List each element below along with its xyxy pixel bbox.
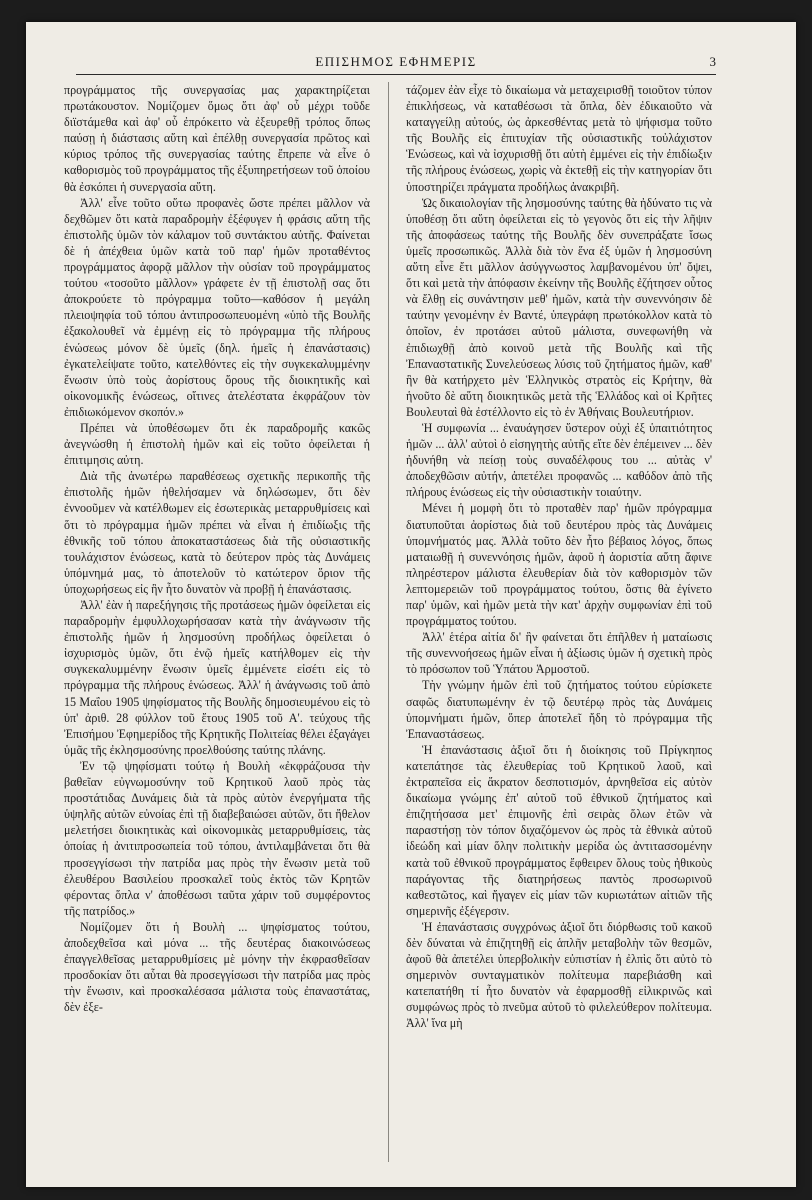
- paragraph: προγράμματος τῆς συνεργασίας μας χαρακτηρίζεται πρωτάκουστον. Νομίζομεν ὅμως ὅτι ἀφ' οὗ μέχρι τοῦδε διϊστάμεθα καὶ ἀφ' οὗ ἐπρόκειτο νὰ ἐξευρεθῇ τρόπος ὅπως παύσῃ ἡ διάστασις αὕτη καὶ ἐπέλθῃ συνεργασία πρῶτος καὶ κύριος τρόπος τῆς συνεργασίας ταύτης ἔπρεπε νὰ εἶνε ὁ καθορισμὸς τοῦ προγράμματος τῆς ἐξυπηρετήσεων τοῦ ὁποίου θὰ ἐσκόπει ἡ συνεργασία αὕτη.: [64, 83, 370, 194]
- newspaper-page: [26, 22, 796, 1187]
- paragraph: Πρέπει νὰ ὑποθέσωμεν ὅτι ἐκ παραδρομῆς κακῶς ἀνεγνώσθη ἡ ἐπιστολὴ ἡμῶν καὶ εἰς τοῦτο ὀφείλεται ἡ ἐπιτιμησις αὐτη.: [64, 420, 370, 468]
- paragraph: Νομίζομεν ὅτι ἡ Βουλὴ ... ψηφίσματος τούτου, ἀποδεχθεῖσα καὶ μόνα ... τῆς δευτέρας διακοινώσεως ἐπαγγελθεῖσας μεταρρυθμίσεις μὲ μόνην τὴν ἐκφρασθεῖσαν προσδοκίαν ὅτι αὗται θὰ προσεγγίσωσι τὴν πατρίδα μας πρὸς τὴν ἕνωσιν, καὶ προσκαλέσασα μάλιστα τοὺς ἐπαναστάτας, δὲν ἐξε-: [64, 919, 370, 1015]
- paragraph: Ἐν τῷ ψηφίσματι τούτῳ ἡ Βουλὴ «ἐκφράζουσα τὴν βαθεῖαν εὐγνωμοσύνην τοῦ Κρητικοῦ λαοῦ πρὸς τὰς προστάτιδας Δυνάμεις διὰ τὰ πρὸς αὐτὸν ἐνεργήματα τῆς ὑψηλῆς αὐτῶν εὐνοίας ἐπὶ τῇ διαβεβαιώσει αὐτῶν, ὅτι ἤθελον μελετήσει διοικητικὰς καὶ οἰκονομικὰς μεταρρυθμίσεις, τὰς ὁποίας ἡ ἀνιτιπροσωπεία τοῦ τόπου, ἀντιλαμβάνεται ὅτι θὰ προσεγγίσωσι τὴν πατρίδα μας πρὸς τὴν ἕνωσιν μετὰ τοῦ ἐλευθέρου Βασιλείου προσκαλεῖ τοὺς ἐκτὸς τῶν Κρητῶν φέροντας ὅπλα ν' ἀποθέσωσι ταῦτα χάριν τοῦ συμφέροντος τῆς πατρίδος.»: [64, 758, 370, 918]
- paragraph: Ἡ ἐπανάστασις συγχρόνως ἀξιοῖ ὅτι διόρθωσις τοῦ κακοῦ δὲν δύναται νὰ ἐπιζητηθῇ εἰς ἁπλῆν μεταβολὴν τῶν θεσμῶν, ἀφοῦ θὰ ἀπετέλει ὑπερβολικὴν εὐπιστίαν ἡ ἐλπὶς ὅτι αὐτὸ τὸ σημερινὸν συνταγματικὸν πολίτευμα παρεβιάσθη καὶ κατεπατήθη τί ἦτο δυνατὸν νὰ ἐφαρμοσθῇ εἰλικρινῶς καὶ συμφώνως πρὸς τὸ πνεῦμα αὐτοῦ τὸ φιλελεύθερον πολίτευμα. Ἀλλ' ἵνα μὴ: [406, 919, 712, 1031]
- paragraph: Τὴν γνώμην ἡμῶν ἐπὶ τοῦ ζητήματος τούτου εὑρίσκετε σαφῶς διατυπωμένην ἐν τῷ δευτέρῳ πρὸς τὰς Δυνάμεις ὑπομνήματι ἡμῶν, ὅπερ ἀποτελεῖ ἤδη τὸ πρόγραμμα τῆς Ἐπαναστάσεως.: [406, 678, 712, 741]
- page-number: 3: [709, 54, 716, 69]
- paragraph: Ὡς δικαιολογίαν τῆς λησμοσύνης ταύτης θὰ ἠδύνατο τις νὰ ὑποθέσῃ ὅτι αὕτη ὀφείλεται εἰς τὸ γεγονὸς ὅτι εἰς τὴν λῆψιν τῆς ἀποφάσεως ταύτης τῆς Βουλῆς δὲν συνεπράξατε ἴσως ὑμεῖς προσωπικῶς. Ἀλλὰ διὰ τὸν ἕνα ἐξ ὑμῶν ἡ λησμοσύνη αὕτη εἶνε ἔτι μᾶλλον ἀσύγγνωστος λαμβανομένου ὑπ' ὄψει, ὅτι καὶ μετὰ τὴν ἀπόφασιν ἐκείνην τῆς Βουλῆς ἐζήτησεν οὗτος νὰ ἔλθῃ εἰς συνάντησιν μεθ' ἡμῶν, κατὰ τὴν συνεννόησιν δὲ ταύτην γενομένην ἐν Βαντέ, ὑπεγράφη πρωτόκολλον κατὰ τὸ ὁποῖον, ἐν προτάσει αὐτοῦ μάλιστα, συνεφωνήθη νὰ ἐπιδιωχθῇ ἀπὸ κοινοῦ μετὰ τῆς Βουλῆς καὶ τῆς Ἐπαναστατικῆς Συνελεύσεως λύσις τοῦ ζητήματος ἡμῶν, καθ' ἣν θὰ κατήρχετο μὲν Ἑλληνικὸς στρατὸς εἰς Κρήτην, θὰ ἡνοῦτο δὲ αὕτη διοικητικῶς μετὰ τῆς Ἑλλάδος καὶ οἱ Κρῆτες Βουλευταὶ θὰ ἐστέλλοντο εἰς τὸ ἐν Ἀθήναις Βουλευτήριον.: [406, 195, 712, 419]
- paragraph: Ἡ ἐπανάστασις ἀξιοῖ ὅτι ἡ διοίκησις τοῦ Πρίγκηπος κατεπάτησε τὰς ἐλευθερίας τοῦ Κρητικοῦ λαοῦ, καὶ ἐκτραπεῖσα εἰς ἄκρατον δεσποτισμόν, ἀρνηθεῖσα εἰς αὐτὸν δικαίωμα γνώμης ἐπ' αὐτοῦ τοῦ ἐθνικοῦ ζητήματος καὶ ἐπιζητήσασα μετ' ἐπιμονῆς ἐπὶ σειρὰς ὅλων ἐτῶν νὰ παραστήσῃ τὸν τόπον διχαζόμενον ὡς πρὸς τὰ ἐθνικὰ αὐτοῦ ἰδεώδη καὶ μίαν ὅλην πολιτικὴν μερίδα ὡς ἀντιτασσομένην κατὰ τοῦ ἐθνικοῦ προγράμματος ἔφθειρεν ὅλους τοὺς ἠθικοὺς παράγοντας τῆς διατηρήσεως παντὸς προσωρινοῦ καθεστῶτος, καὶ ἤγαγεν εἰς μίαν τῶν κυριωτάτων αἰτιῶν τῆς σημερινῆς ἐξέγερσιν.: [406, 742, 712, 918]
- paragraph: Ἀλλ' ἑτέρα αἰτία δι' ἣν φαίνεται ὅτι ἐπῆλθεν ἡ ματαίωσις τῆς συνεννοήσεως ἡμῶν εἶναι ἡ ἀξίωσις ὑμῶν ἡ σχετικὴ πρὸς τὸ πρόσωπον τοῦ Ὑπάτου Ἁρμοστοῦ.: [406, 630, 712, 677]
- page-header: [76, 52, 716, 75]
- paragraph: τάζομεν ἐὰν εἶχε τὸ δικαίωμα νὰ μεταχειρισθῇ τοιοῦτον τύπον ἐπικλήσεως, νὰ καταθέσωσι τὰ ὅπλα, δὲν ἐδικαιοῦτο νὰ καταγγείλῃ αὐτούς, ὡς ἀρκεσθέντας μετὰ τὸ ψήφισμα τοῦτο τῆς Βουλῆς εἰς ἐπιτυχίαν τῆς οὐσιαστικῆς τοὐλάχιστον Ἑνώσεως, καὶ νὰ ἰσχυρισθῇ ὅτι αὐτὴ ἐμμένει εἰς τὴν ἐπιδίωξιν τῆς πλήρους ἑνώσεως, χωρὶς νὰ ἐκτεθῇ εἰς τὴν κατηγορίαν ὅτι ὑποστηρίζει πράγματα προδήλως ἀνακριβῆ.: [406, 83, 712, 194]
- left-column: [64, 82, 370, 1167]
- publication-title: ΕΠΙΣΗΜΟΣ ΕΦΗΜΕΡΙΣ: [315, 54, 477, 69]
- paragraph: Ἡ συμφωνία ... ἐναυάγησεν ὕστερον οὐχὶ ἐξ ὑπαιτιότητος ἡμῶν ... ἀλλ' αὐτοὶ ὁ εἰσηγητὴς αὐτῆς εἴτε δὲν ἐπέμεινεν ... δὲν ἠδυνήθη νὰ πείσῃ τοὺς συναδέλφους του ... αὐτὰς ν' ἀποδεχθῶσιν αὐτήν, ἀπετέλει προφανῶς ... καθόδον ἀπὸ τῆς πλήρους ἑνώσεως εἰς τὴν οὐσιαστικὴν τοιαύτην.: [406, 420, 712, 500]
- right-column: [406, 82, 712, 1167]
- paragraph: Διὰ τῆς ἀνωτέρω παραθέσεως σχετικῆς περικοπῆς τῆς ἐπιστολῆς ἡμῶν ἠθελήσαμεν νὰ δηλώσωμεν, ὅτι δὲν ἐννοοῦμεν νὰ κατέλθωμεν εἰς ἐσωτερικὰς μεταρρυθμίσεις καὶ ὅτι τὸ πρόγραμμα ἡμῶν πρέπει νὰ εἶναι ἡ ἐπιδίωξις τῆς ἐθνικῆς τοῦ τόπου ἀποκαταστάσεως διὰ τῆς οὐσιαστικῆς τουλάχιστον ἑνώσεως, κατὰ τὸ δεύτερον πρὸς τὰς Δυνάμεις ὑπόμνημά μας, τὸ ἀποτελοῦν τὸ κατώτερον ὅριον τῆς ὑποχωρήσεως εἰς ἣν ἦτο δυνατὸν νὰ προβῇ ἡ ἐπανάστασις.: [64, 469, 370, 596]
- paragraph: Ἀλλ' ἐὰν ἡ παρεξήγησις τῆς προτάσεως ἡμῶν ὀφείλεται εἰς παραδρομὴν ἐμφυλλοχωρήσασαν κατὰ τὴν ἀνάγνωσιν τῆς ἐπιστολῆς ἡμῶν ἡ λησμοσύνη προδήλως ὀφείλεται ὁ ἰσχυρισμὸς ὑμῶν, ὅτι ἐνῷ ἡμεῖς κατήλθομεν εἰς τὴν συγκεκαλυμμένην ἕνωσιν ὑμεῖς ἐμμένετε εἰσέτι εἰς τὸ πρόγραμμα τῆς πλήρους ἑνώσεως. Ἀλλ' ἡ ἀνάγνωσις τοῦ ἀπὸ 15 Μαΐου 1905 ψηφίσματος τῆς Βουλῆς δημοσιευμένου εἰς τὸ ὑπ' ἀριθ. 28 φύλλον τοῦ ἔτους 1905 τοῦ Α'. τεύχους τῆς Ἐπισήμου Ἐφημερίδος τῆς Κρητικῆς Πολιτείας θέλει ἐξαγάγει ὑμᾶς τῆς ἐκλησμοσύνης προελθούσης ταύτης πλάνης.: [64, 598, 370, 757]
- column-divider: [388, 82, 389, 1162]
- paragraph: Μένει ἡ μομφὴ ὅτι τὸ προταθὲν παρ' ἡμῶν πρόγραμμα διατυποῦται ἀορίστως διὰ τοῦ δευτέρου πρὸς τὰς Δυνάμεις ὑπομνήματός μας. Ἀλλὰ τοῦτο δὲν ἦτο βέβαιος λόγος, ὅπως ματαιωθῇ ἡ συνεννόησις ἡμῶν, ἀφοῦ ἡ ἀοριστία αὕτη ἄφινε πληρέστερον μάλιστα ἐλευθερίαν διὰ τὸν καθορισμὸν τῶν λεπτομερειῶν τοῦ προγράμματος τούτου, ὅστις θὰ ἐγίνετο παρ' ὑμῶν, καὶ ἡμῶν μετὰ τὴν κατ' ἀρχὴν συμφωνίαν ἐπὶ τοῦ προγράμματος τούτου.: [406, 501, 712, 629]
- paragraph: Ἀλλ' εἶνε τοῦτο οὕτω προφανὲς ὥστε πρέπει μᾶλλον νὰ δεχθῶμεν ὅτι κατὰ παραδρομὴν ἐξέφυγεν ἡ φράσις αὕτη τῆς ἐπιστολῆς ὑμῶν τὸν κάλαμον τοῦ συντάκτου αὐτῆς. Φαίνεται δὲ ἡ ἀπέχθεια ὑμῶν κατὰ τοῦ παρ' ἡμῶν προταθέντος προγράμματος ἀφορᾷ μᾶλλον τὴν οὐσίαν τοῦ προγράμματος τούτου «τοσοῦτο μᾶλλον» γράφετε ἐν τῇ ἐπιστολῇ σας ὅτι ἀποκρούετε τὸ πρόγραμμα τοῦτο—καθόσον ἡ μεγάλη πλειοψηφία τοῦ τόπου ἀντιπροσωπευομένη «ὑπὸ τῆς Βουλῆς ἐξακολουθεῖ νὰ ἐμμένῃ εἰς τὸ πρόγραμμα τῆς πλήρους ἑνώσεως μόνον δὲ ὑμεῖς (δηλ. ἡμεῖς ἡ ἐπανάστασις) ἐγκατελείψατε τοῦτο, κατελθόντες εἰς τὴν συγκεκαλυμμένην ἕνωσιν ὑπὸ τοὺς ἀορίστους ὅρους τῆς διοικητικῆς καὶ οἰκονομικῆς ἑνώσεως, οἵτινες ἀτελέστατα ἐκφράζουν τὸν ἐπιδιωκόμενον σκοπόν.»: [64, 195, 370, 419]
